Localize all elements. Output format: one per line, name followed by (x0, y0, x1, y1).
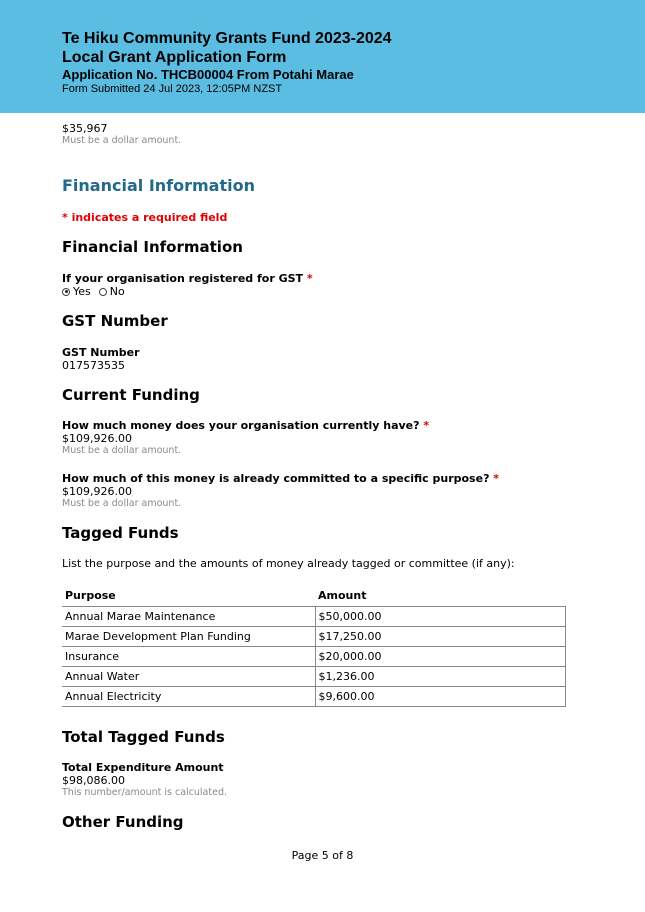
other-funding-heading: Other Funding (62, 813, 184, 831)
table-row (62, 627, 565, 647)
required-marker: * (306, 272, 313, 285)
gst-number-heading: GST Number (62, 312, 168, 330)
current-money-label (62, 419, 429, 432)
row-purpose: Annual Marae Maintenance (62, 607, 315, 627)
radio-selected-icon[interactable] (62, 288, 70, 296)
table-row (62, 687, 565, 707)
section-title: Financial Information (62, 176, 255, 195)
gst-radio-group (62, 285, 133, 298)
total-expenditure-value: $98,086.00 (62, 774, 125, 787)
total-expenditure-label: Total Expenditure Amount (62, 761, 224, 774)
row-amount: $9,600.00 (315, 687, 565, 707)
fund-title: Te Hiku Community Grants Fund 2023-2024 (62, 30, 392, 47)
table-row (62, 607, 565, 627)
required-marker: * (493, 472, 500, 485)
gst-registered-question: If your organisation registered for GST (62, 272, 304, 285)
current-funding-heading: Current Funding (62, 386, 200, 404)
row-purpose: Insurance (62, 647, 315, 667)
gst-registered-label (62, 272, 313, 285)
row-amount: $20,000.00 (315, 647, 565, 667)
form-header (0, 0, 645, 113)
row-purpose: Annual Water (62, 667, 315, 687)
tagged-funds-heading: Tagged Funds (62, 524, 179, 542)
gst-number-value: 017573535 (62, 359, 125, 372)
column-header-amount: Amount (315, 585, 565, 607)
current-money-value: $109,926.00 (62, 432, 132, 445)
total-expenditure-hint: This number/amount is calculated. (62, 787, 228, 798)
application-number: Application No. THCB00004 From Potahi Marae (62, 67, 354, 82)
current-money-hint: Must be a dollar amount. (62, 445, 182, 456)
gst-option-yes[interactable] (62, 285, 91, 298)
committed-money-label (62, 472, 499, 485)
required-marker: * (423, 419, 430, 432)
tagged-funds-intro: List the purpose and the amounts of money already tagged or committee (if any): (62, 557, 515, 570)
submitted-date: Form Submitted 24 Jul 2023, 12:05PM NZST (62, 83, 283, 95)
gst-option-no[interactable] (99, 285, 125, 298)
radio-unselected-icon[interactable] (99, 288, 107, 296)
table-header-row (62, 585, 565, 607)
table-row (62, 647, 565, 667)
form-title: Local Grant Application Form (62, 49, 287, 66)
gst-option-no-label: No (109, 285, 125, 298)
current-money-question: How much money does your organisation currently have? (62, 419, 420, 432)
financial-info-heading: Financial Information (62, 238, 243, 256)
committed-money-value: $109,926.00 (62, 485, 132, 498)
row-purpose: Marae Development Plan Funding (62, 627, 315, 647)
row-amount: $50,000.00 (315, 607, 565, 627)
committed-money-hint: Must be a dollar amount. (62, 498, 182, 509)
row-amount: $17,250.00 (315, 627, 565, 647)
row-purpose: Annual Electricity (62, 687, 315, 707)
committed-money-question: How much of this money is already committed to a specific purpose? (62, 472, 490, 485)
column-header-purpose: Purpose (62, 585, 315, 607)
top-amount-hint: Must be a dollar amount. (62, 135, 182, 146)
gst-option-yes-label: Yes (73, 285, 91, 298)
tagged-funds-table (62, 585, 566, 707)
row-amount: $1,236.00 (315, 667, 565, 687)
page-number: Page 5 of 8 (291, 849, 354, 862)
table-row (62, 667, 565, 687)
required-field-note: * indicates a required field (62, 211, 228, 224)
top-amount-value: $35,967 (62, 122, 108, 135)
gst-number-label: GST Number (62, 346, 140, 359)
total-tagged-heading: Total Tagged Funds (62, 728, 225, 746)
